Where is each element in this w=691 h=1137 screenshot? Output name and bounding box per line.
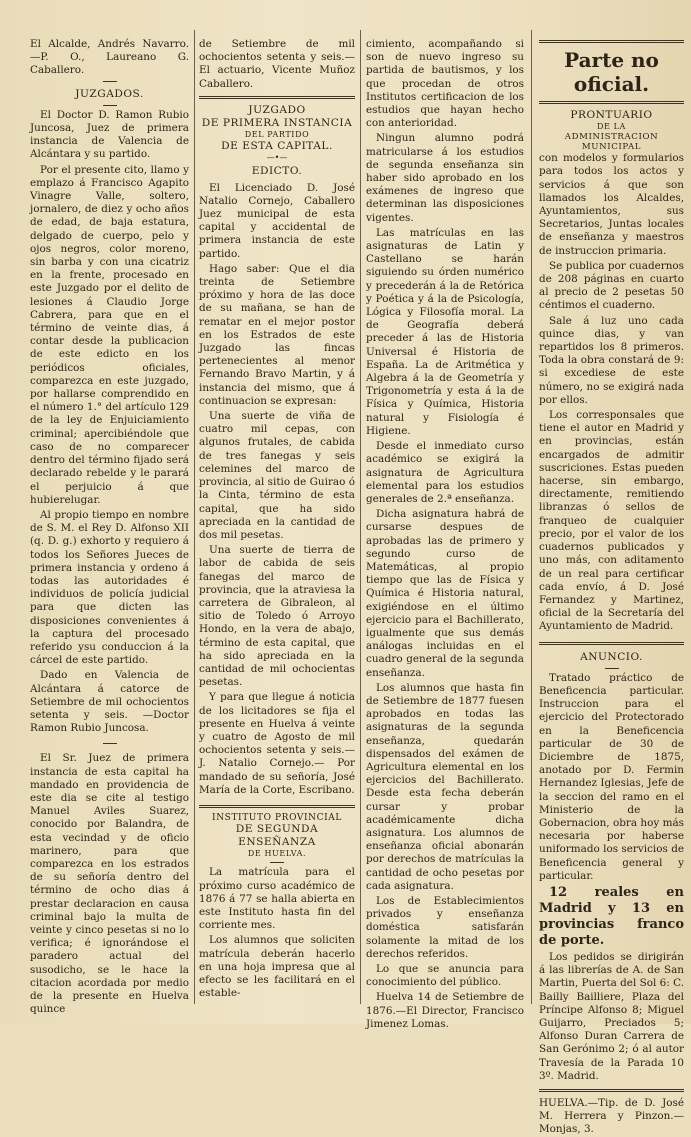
column-2: [199, 38, 355, 1014]
section-title-parte-no-oficial: Parte no oficial.: [564, 48, 659, 96]
column-divider: [531, 30, 532, 1004]
paragraph: 12 reales en Madrid y 13 en provincias franco de porte.: [539, 884, 684, 948]
divider: [103, 81, 117, 82]
edict-paragraph: Por el presente cito, llamo y emplazo á Francisco Agapito Vinagre Valle, soltero, jornalero, de diez y ocho años de edad, de baja estatura, delgado de cuerpo, pelo y ojos negros, color moreno, sin barba y con una cicatriz en la frente, procesado en este Juzgado por el delito de lesiones á Claudio Jorge Cabrera, para que en el término de veinte dias, á contar desde la publicacion de este edicto en los periódicos oficiales, comparezca en este juzgado, por hallarse comprendido en el número 1.° del artículo 129 de la ley de Enjuiciamiento criminal; apercibiéndole que caso de no comparecer dentro del término fijado será declarado rebelde y le parará el perjuicio á que hubierelugar.: [30, 163, 189, 506]
section-heading: DE ESTA CAPITAL.: [221, 140, 333, 153]
paragraph: cimiento, acompañando si son de nuevo ingreso su partida de bautismos, y los que procedan de otros Institutos certificacion de los estudios que hayan hecho con anterioridad.: [366, 38, 524, 130]
paragraph: Los de Establecimientos privados y enseñanza doméstica satisfarán solamente la mitad de los derechos referidos.: [366, 895, 524, 960]
signatures: El Alcalde, Andrés Navarro. —P. O., Laureano G. Caballero.: [30, 38, 189, 77]
section-heading-anuncio: ANUNCIO.: [580, 650, 643, 663]
edict-paragraph: El Doctor D. Ramon Rubio Juncosa, Juez de primera instancia de Valencia de Alcántara y su partido.: [30, 108, 189, 161]
paragraph: Sale á luz uno cada quince dias, y van repartidos los 8 primeros. Toda la obra constará de 9: si excediese de este número, no se exigirá nada por ellos.: [539, 314, 684, 406]
paragraph: Los pedidos se dirigirán á las librerías de A. de San Martin, Puerta del Sol 6: C. Bailly Bailliere, Plaza del Príncipe Alfonso 8; Miguel Guijarro, Preciados 5; Alfonso Duran Carrera de San Gerónimo 2; ó al autor Travesía de la Parada 10 3º. Madrid.: [539, 950, 684, 1082]
column-1: [30, 38, 189, 1014]
paragraph: Lo que se anuncia para conocimiento del público.: [366, 963, 524, 989]
section-subheading: DE LA: [597, 122, 626, 132]
paragraph: Hago saber: Que el dia treinta de Setiembre próximo y hora de las doce de su mañana, se han de rematar en el mejor postor en los Estrados de este Juzgado las fincas pertenecientes al menor Fernando Bravo Martin, y á instancia del mismo, que á continuacion se expresan:: [199, 262, 355, 407]
divider: [270, 862, 284, 863]
divider: [103, 743, 117, 744]
paragraph: Se publica por cuadernos de 208 páginas en cuarto al precio de 2 pesetas 50 céntimos el cuaderno.: [539, 259, 684, 312]
divider: [605, 668, 619, 669]
column-divider: [194, 30, 195, 1004]
divider: [199, 96, 355, 99]
section-heading-juzgados: JUZGADOS.: [75, 87, 144, 100]
column-3: [366, 38, 524, 1030]
section-subheading: DEL PARTIDO: [244, 130, 310, 140]
divider: [539, 101, 684, 104]
paragraph: con modelos y formularios para todos los actos y servicios á que son llamados los Alcaldes, Ayuntamientos, sus Secretarios, Juntas locales de enseñanza y maestros de instruccion primaria.: [539, 152, 684, 257]
paragraph: Y para que llegue á noticia de los licitadores se fija el presente en Huelva á veinte y cuatro de Agosto de mil ochocientos setenta y seis.—J. Natalio Cornejo.— Por mandado de su señoría, José María de la Corte, Escribano.: [199, 691, 355, 796]
paragraph: La matrícula para el próximo curso académico de 1876 á 77 se halla abierta en este Instituto hasta fin del corriente mes.: [199, 866, 355, 932]
section-heading: JUZGADO: [248, 103, 306, 116]
paragraph: Una suerte de tierra de labor de cabida de seis fanegas del marco de provincia, que la atraviesa la carretera de Gibraleon, al sitio de Toledo ó Arroyo Hondo, en la vera de abajo, término de esta capital, que ha sido apreciada en la cantidad de mil ochocientas pesetas.: [199, 544, 355, 689]
edict-title: EDICTO.: [251, 165, 303, 178]
paragraph: Los corresponsales que tiene el autor en Madrid y en provincias, están encargados de admitir suscriciones. Estas pueden hacerse, sin embargo, directamente, remitiendo libranzas ó sellos de franqueo de cualquier precio, por el valor de los cuadernos publicados y uno más, con aditamento de un real para certificar cada envío, á D. José Fernandez y Martinez, oficial de la Secretaría del Ayuntamiento de Madrid.: [539, 409, 684, 633]
divider: [103, 105, 117, 106]
divider: [199, 805, 355, 808]
paragraph: El Licenciado D. José Natalio Cornejo, Caballero Juez municipal de esta capital y accidental de primera instancia de este partido.: [199, 181, 355, 260]
column-divider: [360, 30, 361, 1004]
edict-paragraph: Al propio tiempo en nombre de S. M. el Rey D. Alfonso XII (q. D. g.) exhorto y requiero á todos los Señores Jueces de primera instancia y ordeno á todas las autoridades é individuos de policía judicial para que dicten las disposiciones convenientes á la captura del procesado referido ysu conduccion á la cárcel de este partido.: [30, 508, 189, 667]
ornament: —•—: [266, 153, 288, 163]
divider: [539, 642, 684, 645]
paragraph: Los alumnos que soliciten matrícula deberán hacerlo en una hoja impresa que al efecto se les facilitará en el estable-: [199, 934, 355, 1000]
paragraph: de Setiembre de mil ochocientos setenta y seis.—El actuario, Vicente Muñoz Caballero.: [199, 38, 355, 90]
paragraph: Huelva 14 de Setiembre de 1876.—El Director, Francisco Jimenez Lomas.: [366, 991, 524, 1030]
edict-paragraph: Dado en Valencia de Alcántara á catorce de Setiembre de mil ochocientos setenta y seis. —Doctor Ramon Rubio Juncosa.: [30, 669, 189, 735]
column-4: [539, 38, 684, 1136]
section-subheading: DE HUELVA.: [247, 849, 307, 859]
section-heading: DE SEGUNDA ENSEÑANZA: [235, 822, 319, 849]
paragraph: Los alumnos que hasta fin de Setiembre de 1877 fuesen aprobados en todas las asignaturas de la segunda enseñanza, quedarán dispensados del exámen de Agricultura elemental en los ejercicios del Bachillerato. Desde esta fecha deberán cursar y probar académicamente dicha asignatura. Los alumnos de enseñanza oficial abonarán por derechos de matrículas la cantidad de ocho pesetas por cada asignatura.: [366, 681, 524, 892]
section-heading: INSTITUTO PROVINCIAL: [212, 812, 342, 823]
paragraph: Una suerte de viña de cuatro mil cepas, con algunos frutales, de cabida de tres fanegas y seis celemines del marco de provincia, al sitio de Guirao ó la Cinta, término de esta capital, que ha sido apreciada en la cantidad de dos mil pesetas.: [199, 410, 355, 541]
paragraph: Desde el inmediato curso académico se exigirá la asignatura de Agricultura elemental para los estudios generales de 2.ª enseñanza.: [366, 440, 524, 505]
divider: [539, 40, 684, 43]
paragraph: Dicha asignatura habrá de cursarse despues de aprobadas las de primero y segundo curso de Matemáticas, al propio tiempo que las de Física y Química é Historia natural, exigiéndose en el último ejercicio para el Bachillerato, igualmente que sus demás análogas incluidas en el cuadro general de la segunda enseñanza.: [366, 508, 524, 679]
edict-paragraph: El Sr. Juez de primera instancia de esta capital ha mandado en providencia de este dia se cite al testigo Manuel Aviles Suarez, conocido por Balandra, de esta vecindad y de oficio marinero, para que comparezca en los estrados de su señoría dentro del término de ocho dias á prestar declaracion en causa criminal bajo la multa de veinte y cinco pesetas si no lo verifica; é ignorándose el paradero actual del susodicho, se le hace la citacion acordada por medio de la presente en Huelva quince: [30, 752, 189, 1016]
paragraph: Ningun alumno podrá matricularse á los estudios de segunda enseñanza sin haber sido aprobado en los exámenes de ingreso que determinan las disposiciones vigentes.: [366, 132, 524, 224]
printer-imprint: HUELVA.—Tip. de D. José M. Herrera y Pinzon.—Monjas, 3.: [539, 1097, 684, 1136]
section-heading: DE PRIMERA INSTANCIA: [201, 117, 353, 130]
paragraph: Tratado práctico de Beneficencia particular. Instruccion para el ejercicio del Protectorado en la Beneficencia particular de 30 de Diciembre de 1875, anotado por D. Fermin Hernandez Iglesias, Jefe de la seccion del ramo en el Ministerio de la Gobernacion, obra hoy más necesaria por haberse uniformado los servicios de Beneficencia general y particular.: [539, 671, 684, 882]
section-subheading: ADMINISTRACION MUNICIPAL: [564, 132, 659, 153]
section-heading: PRONTUARIO: [570, 109, 653, 121]
divider: [539, 1089, 684, 1092]
paragraph: Las matrículas en las asignaturas de Latin y Castellano se harán siguiendo su órden numérico y precederán á la de Retórica y Poética y á la de Psicología, Lógica y Filosofía moral. La de Geografía deberá preceder á las de Historia Universal é Historia de España. La de Aritmética y Algebra á la de Geometría y Trigonometría y esta á la de Física y Química, Historia natural y Fisiología é Higiene.: [366, 226, 524, 437]
